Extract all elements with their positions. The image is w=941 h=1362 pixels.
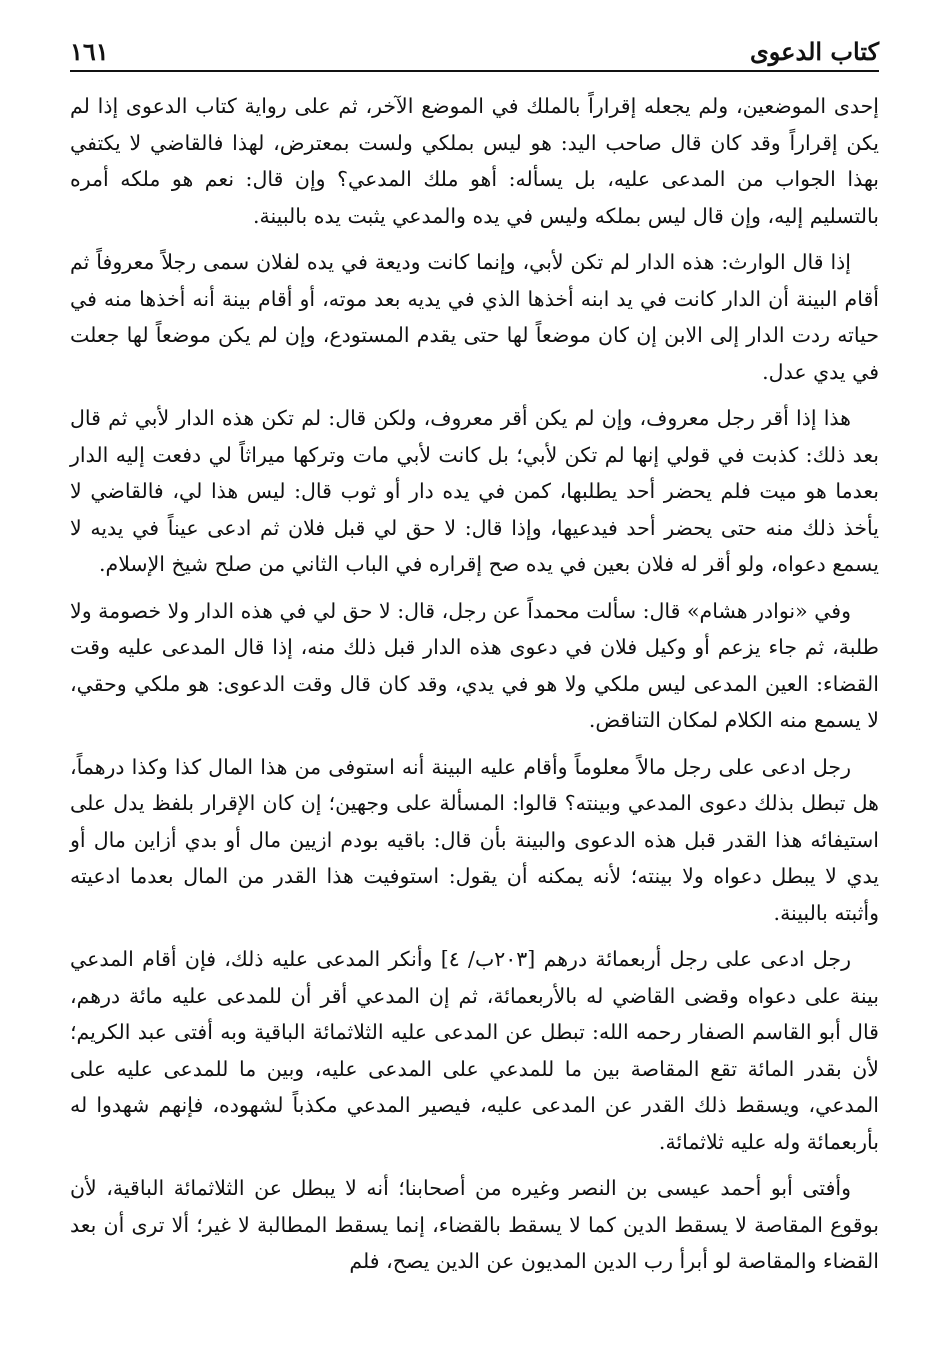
paragraph: وفي «نوادر هشام» قال: سألت محمداً عن رجل، قال: لا حق لي في هذه الدار ولا خصومة ولا طلبة، ثم جاء يزعم أو وكيل فلان في دعوى هذه الدار قبل ذلك منه، إذا قال المدعى عليه وقت القضاء: العين المدعى ليس ملكي ولا هو في يدي، وقد كان قال وقت الدعوى: هو ملكي وحقي، لا يسمع منه الكلام لمكان التناقض. [70,598,879,732]
paragraph: رجل ادعى على رجل أربعمائة درهم [٢٠٣ب/ ٤] وأنكر المدعى عليه ذلك، فإن أقام المدعي بينة على دعواه وقضى القاضي له بالأربعمائة، ثم إن المدعي أقر أن للمدعى عليه مائة درهم، قال أبو القاسم الصفار رحمه الله: تبطل عن المدعى عليه الثلاثمائة الباقية وبه أفتى عبد الكريم؛ لأن بقدر المائة تقع المقاصة بين ما للمدعي على المدعى عليه، وبين ما للمدعى عليه على المدعي، ويسقط ذلك القدر عن المدعى عليه، فيصير المدعي مكذباً لشهوده، فإنهم شهدوا له بأربعمائة وله عليه ثلاثمائة. [70,947,879,1154]
running-title: كتاب الدعوى [749,37,879,66]
paragraph: إذا قال الوارث: هذه الدار لم تكن لأبي، وإنما كانت وديعة في يده لفلان سمى رجلاً معروفاً ثم أقام البينة أن الدار كانت في يد ابنه أخذها الذي في يديه بعد موته، أو أقام بينة أنه أخذها منه في حياته ردت الدار إلى الابن إن كان موضعاً لها حتى يقدم المستودع، وإن لم يكن موضعاً لها جعلت في يدي عدل. [70,250,879,384]
page-body [70,88,879,1280]
paragraph: هذا إذا أقر رجل معروف، وإن لم يكن أقر معروف، ولكن قال: لم تكن هذه الدار لأبي ثم قال بعد ذلك: كذبت في قولي إنها لم تكن لأبي؛ بل كانت لأبي مات وتركها ميراثاً لي دفعت إليه الدار بعدما هو ميت فلم يحضر أحد يطلبها، كمن في يده دار أو ثوب قال: ليس هذا لي، فالقاضي لا يأخذ ذلك منه حتى يحضر أحد فيدعيها، وإذا قال: لا حق لي قبل فلان ثم ادعى عيناً في يديه لا يسمع دعواه، ولو أقر له فلان بعين في يده صح إقراره في الباب الثاني من صلح شيخ الإسلام. [70,406,879,576]
page-header [70,24,879,72]
paragraph: وأفتى أبو أحمد عيسى بن النصر وغيره من أصحابنا؛ أنه لا يبطل عن الثلاثمائة الباقية، لأن بوقوع المقاصة لا يسقط الدين كما لا يسقط بالقضاء، إنما يسقط المطالبة لا غير؛ ألا ترى أن بعد القضاء والمقاصة لو أبرأ رب الدين المديون عن الدين يصح، فلم [70,1176,879,1273]
paragraph: رجل ادعى على رجل مالاً معلوماً وأقام عليه البينة أنه استوفى من هذا المال كذا وكذا درهماً، هل تبطل بذلك دعوى المدعي وبينته؟ قالوا: المسألة على وجهين؛ إن كان الإقرار بلفظ يدل على استيفائه هذا القدر قبل هذه الدعوى والبينة بأن قال: باقيه بودم ازيين مال أو بدي أزاين مال أو يدي لا يبطل دعواه ولا بينته؛ لأنه يمكنه أن يقول: استوفيت هذا القدر من المال بعدما ادعيته وأثبته بالبينة. [70,754,879,925]
paragraph: إحدى الموضعين، ولم يجعله إقراراً بالملك في الموضع الآخر، ثم على رواية كتاب الدعوى إذا لم يكن إقراراً وقد كان قال صاحب اليد: هو ليس بملكي ولست بمعترض، لهذا فالقاضي لا يكتفي بهذا الجواب من المدعى عليه، بل يسأله: أهو ملك المدعي؟ وإن قال: نعم هو ملكه أمره بالتسليم إليه، وإن قال ليس بملكه وليس في يده والمدعي يثبت يده بالبينة. [70,94,879,228]
page-number: ١٦١ [70,37,109,66]
